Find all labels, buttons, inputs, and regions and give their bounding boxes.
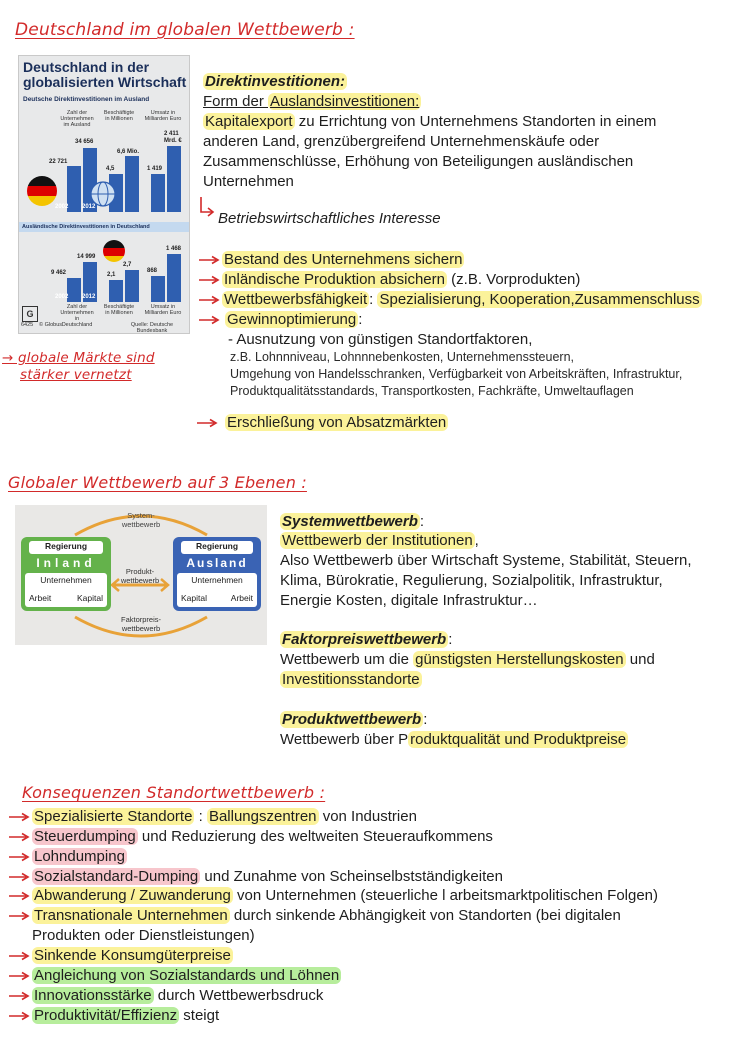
inland-label: Inland — [36, 556, 96, 570]
factor-line2: Umgehung von Handelsschranken, Verfügbarkeit von Arbeitskräften, Infrastruktur, — [230, 367, 683, 381]
year-2012-top: 2012 — [82, 204, 96, 210]
bar-employees-2012 — [125, 156, 139, 212]
germany-flag-icon — [101, 238, 127, 264]
value-bottom-5: 868 — [147, 268, 158, 274]
infographic-badge: 6425 — [21, 322, 34, 328]
infographic-title: Deutschland in der globalisierten Wirtschaft — [23, 59, 187, 90]
consequence-8: Angleichung von Sozialstandards und Löhnen — [34, 967, 340, 984]
value-top-2: 34 656 — [75, 139, 94, 145]
bar-foreign-revenue-2002 — [151, 276, 165, 302]
ausland-kapital: Kapital — [181, 593, 207, 603]
ausland-unternehmen: Unternehmen — [191, 575, 243, 585]
arrow-icon — [8, 911, 30, 921]
arrow-icon — [8, 1011, 30, 1021]
ausland-inner — [177, 573, 257, 607]
section3-heading: Konsequenzen Standortwettbewerb : — [22, 783, 326, 802]
di-definition-line4: Unternehmen — [203, 173, 294, 190]
point-gewinn: Gewinnoptimierung : — [227, 311, 363, 328]
consequence-4: Sozialstandard-Dumping und Zunahme von Scheinselbstständigkeiten — [34, 868, 503, 885]
corner-arrow-icon — [198, 196, 216, 220]
infographic-footer-col2: Beschäftigte in Millionen — [103, 304, 135, 316]
bar-foreign-employees-2002 — [109, 280, 123, 302]
consequence-10: Produktivität/Effizienz steigt — [34, 1007, 220, 1024]
bar-foreign-employees-2012 — [125, 270, 139, 302]
value-top-4: 6,6 Mio. — [117, 149, 140, 155]
value-bottom-6: 1 468 — [166, 246, 182, 252]
di-definition: Kapitalexport zu Errichtung von Unternehmens Standorten in einem — [205, 113, 657, 130]
consequence-2: Steuerdumping und Reduzierung des weltweiten Steueraufkommens — [34, 828, 493, 845]
factor-line1: z.B. Lohnnniveau, Lohnnnebenkosten, Unternehmenssteuern, — [230, 350, 574, 364]
sys-title: Systemwettbewerb : — [282, 513, 425, 530]
side-note: → globale Märkte sind stärker vernetzt — [2, 350, 155, 383]
year-2012-bottom: 2012 — [82, 294, 96, 300]
consequence-6-line2: Produkten oder Dienstleistungen) — [32, 927, 255, 944]
infographic-copyright: © Globus — [39, 322, 63, 328]
value-top-3: 4,5 — [106, 166, 115, 172]
infographic-source: Quelle: Deutsche Bundesbank — [130, 322, 174, 334]
fak-title: Faktorpreiswettbewerb : — [282, 631, 453, 648]
consequence-7: Sinkende Konsumgüterpreise — [34, 947, 231, 964]
sys-line1: Wettbewerb der Institutionen , — [282, 532, 479, 549]
arrow-icon — [8, 872, 30, 882]
bar-revenue-2002 — [151, 174, 165, 212]
bar-revenue-2012 — [167, 146, 181, 212]
inland-kapital: Kapital — [77, 593, 103, 603]
consequence-9: Innovationsstärke durch Wettbewerbsdruck — [34, 987, 324, 1004]
arrow-icon — [8, 832, 30, 842]
di-definition-line2: anderen Land, grenzübergreifend Unternehmenskäufe oder — [203, 133, 600, 150]
sys-line3: Klima, Bürokratie, Regulierung, Sozialpolitik, Infrastruktur, — [280, 572, 663, 589]
point-absatzmaerkte: Erschließung von Absatzmärkten — [227, 414, 447, 431]
ausland-label: Ausland — [186, 556, 248, 570]
infographic-footer-col3: Umsatz in Milliarden Euro — [144, 304, 182, 316]
arrow-icon — [8, 812, 30, 822]
arrow-icon — [8, 852, 30, 862]
inland-inner — [25, 573, 107, 607]
consequence-6: Transnationale Unternehmen durch sinkende Abhängigkeit von Standorten (bei digitalen — [34, 907, 621, 924]
fak-line2: Investitionsstandorte — [282, 671, 420, 688]
inland-arbeit: Arbeit — [29, 593, 52, 603]
arrow-icon — [196, 418, 218, 428]
point-bestand: Bestand des Unternehmens sichern — [224, 251, 463, 268]
infographic-col1: Zahl der Unternehmen im Ausland — [60, 110, 94, 128]
inland-unternehmen: Unternehmen — [40, 575, 92, 585]
consequence-5: Abwanderung / Zuwanderung von Unternehmen (steuerliche l arbeitsmarktpolitischen Folgen) — [34, 887, 659, 904]
ausland-regierung: Regierung — [181, 541, 253, 554]
competition-diagram — [15, 505, 267, 645]
year-2002-top: 2002 — [55, 204, 69, 210]
arrow-icon — [198, 255, 220, 265]
bar-foreign-revenue-2012 — [167, 254, 181, 302]
infographic-band: Ausländische Direktinvestitionen in Deutschland — [19, 222, 189, 232]
point-wettbewerb: Wettbewerbsfähigkeit : Spezialisierung, Kooperation,Zusammenschluss — [224, 291, 700, 308]
value-top-1: 22 721 — [49, 159, 68, 165]
arrow-icon — [198, 295, 220, 305]
sys-line4: Energie Kosten, digitale Infrastruktur… — [280, 592, 538, 609]
di-definition-line3: Zusammenschlüsse, Erhöhung von Beteiligungen ausländischen — [203, 153, 634, 170]
value-bottom-1: 9 462 — [51, 270, 67, 276]
arrow-icon — [8, 971, 30, 981]
value-top-6: 2 411 Mrd. € — [164, 131, 182, 144]
arrow-icon — [8, 891, 30, 901]
infographic-subtitle: Deutsche Direktinvestitionen im Ausland — [23, 96, 150, 103]
year-2002-bottom: 2002 — [55, 294, 69, 300]
interest-heading: Betriebswirtschaftliches Interesse — [218, 210, 441, 227]
diagram-factor-label: Faktorpreis-wettbewerb — [120, 615, 161, 633]
bar-foreign-companies-2002 — [67, 278, 81, 302]
sys-line2: Also Wettbewerb über Wirtschaft Systeme, Stabilität, Steuern, — [280, 552, 692, 569]
infographic-image — [18, 55, 190, 334]
prod-title: Produktwettbewerb : — [282, 711, 428, 728]
value-bottom-3: 2,1 — [107, 272, 116, 278]
factor-line3: Produktqualitätsstandards, Transportkosten, Fachkräfte, Umweltauflagen — [230, 384, 634, 398]
ausland-box — [173, 537, 261, 611]
germany-flag-icon — [25, 174, 59, 208]
infographic-col2: Beschäftigte in Millionen — [103, 110, 135, 122]
inland-regierung: Regierung — [29, 541, 103, 554]
bar-companies-2002 — [67, 166, 81, 212]
value-top-5: 1 419 — [147, 166, 163, 172]
di-form: Form der Auslandsinvestitionen: — [203, 93, 420, 110]
di-title: Direktinvestitionen: — [205, 73, 346, 90]
arrow-icon — [8, 951, 30, 961]
infographic-col3: Umsatz in Milliarden Euro — [144, 110, 182, 122]
arrow-icon — [8, 991, 30, 1001]
ausland-arbeit: Arbeit — [230, 593, 253, 603]
diagram-product-label: Produkt-wettbewerb — [120, 567, 160, 585]
globus-logo-icon: G — [22, 306, 38, 322]
value-bottom-4: 2,7 — [123, 262, 132, 268]
value-bottom-2: 14 999 — [77, 254, 96, 260]
prod-line1: Wettbewerb über P roduktqualität und Produktpreise — [280, 731, 627, 748]
arrow-icon — [198, 315, 220, 325]
section1-heading: Deutschland im globalen Wettbewerb : — [15, 20, 355, 40]
inland-box — [21, 537, 111, 611]
consequence-1: Spezialisierte Standorte : Ballungszentren von Industrien — [34, 808, 417, 825]
fak-line1: Wettbewerb um die günstigsten Herstellungskosten und — [280, 651, 655, 668]
consequence-3: Lohndumping — [34, 848, 125, 865]
point-standortfaktoren: - Ausnutzung von günstigen Standortfaktoren, — [228, 331, 533, 348]
globe-icon — [89, 180, 117, 208]
section2-heading: Globaler Wettbewerb auf 3 Ebenen : — [8, 473, 307, 492]
point-produktion: Inländische Produktion absichern (z.B. Vorprodukten) — [224, 271, 581, 288]
arrow-icon — [198, 275, 220, 285]
diagram-system-label: System-wettbewerb — [121, 511, 161, 529]
infographic-footer-col1: Zahl der Unternehmen in Deutschland — [60, 304, 94, 328]
